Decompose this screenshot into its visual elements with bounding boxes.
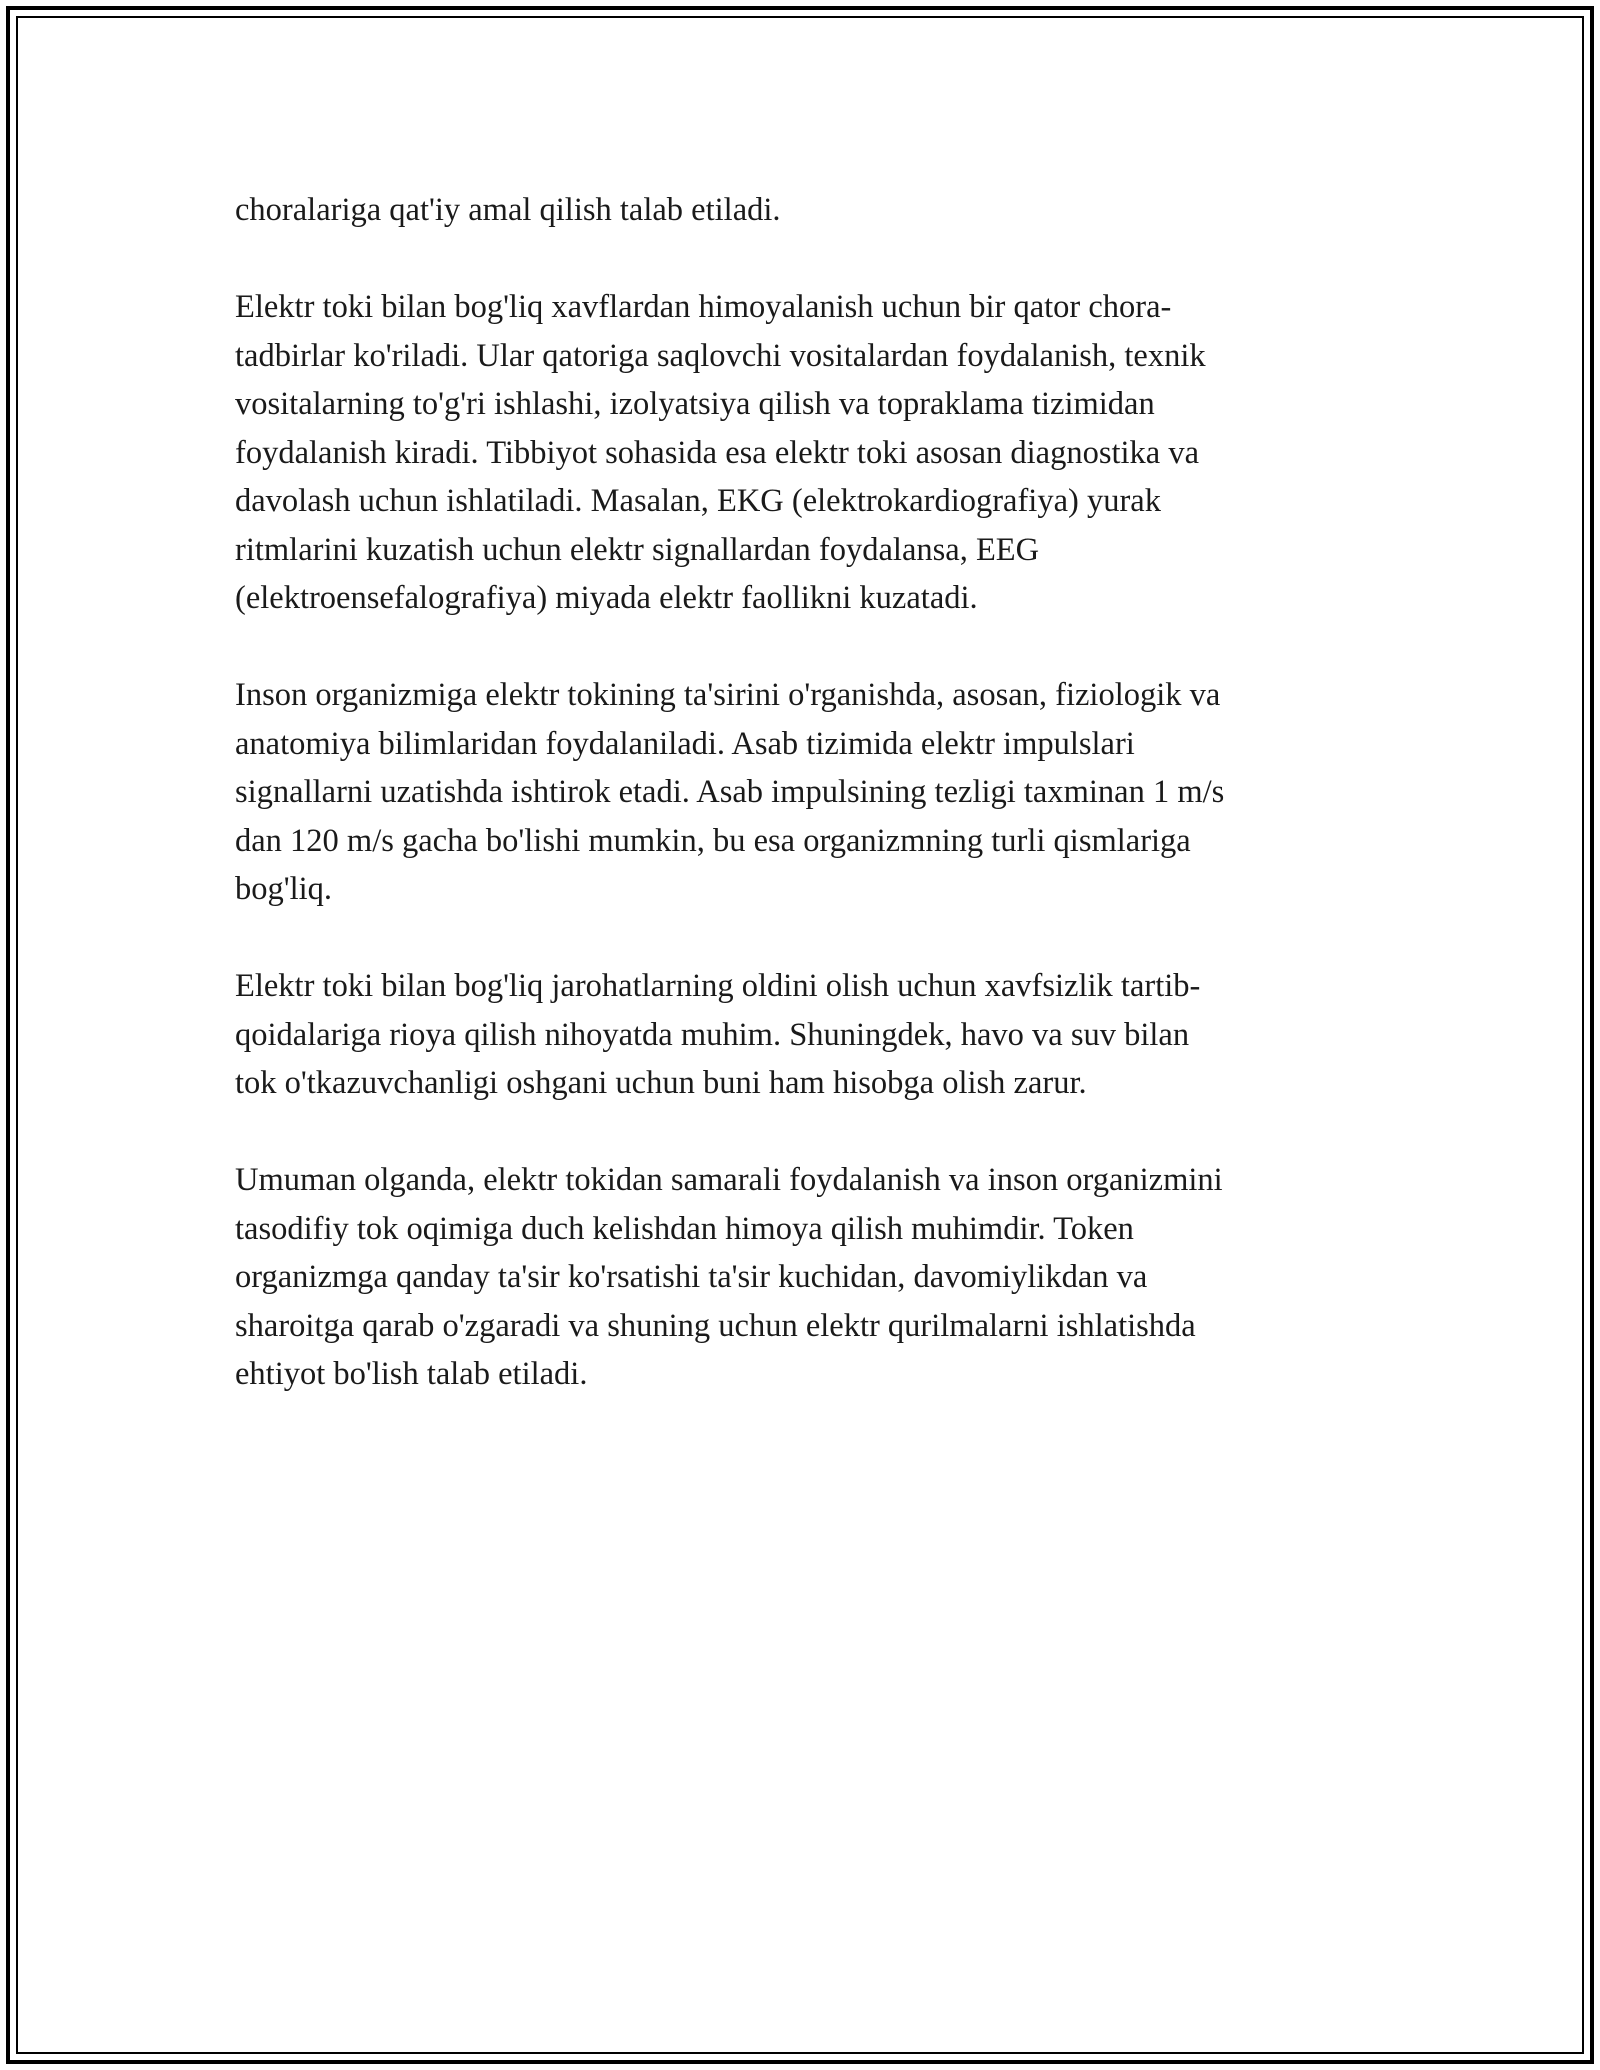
document-body xyxy=(235,186,1375,1447)
text-line: anatomiya bilimlaridan foydalaniladi. Asab tizimida elektr impulslari xyxy=(235,725,1135,762)
text-line: Elektr toki bilan bog'liq jarohatlarning oldini olish uchun xavfsizlik tartib- xyxy=(235,968,1201,1004)
text-line: organizmga qanday ta'sir ko'rsatishi ta'sir kuchidan, davomiylikdan va xyxy=(235,1259,1148,1295)
text-line: tadbirlar ko'riladi. Ular qatoriga saqlovchi vositalardan foydalanish, texnik xyxy=(235,337,1206,374)
text-line: sharoitga qarab o'zgaradi va shuning uchun elektr qurilmalarni ishlatishda xyxy=(235,1307,1196,1344)
paragraph-2 xyxy=(235,283,1375,623)
text-line: bog'liq. xyxy=(235,871,333,907)
text-line: Elektr toki bilan bog'liq xavflardan himoyalanish uchun bir qator chora- xyxy=(235,289,1172,325)
text-line: Inson organizmiga elektr tokining ta'sirini o'rganishda, asosan, fiziologik va xyxy=(235,677,1221,713)
text-line: Umuman olganda, elektr tokidan samarali foydalanish va inson organizmini xyxy=(235,1162,1223,1198)
paragraph-3 xyxy=(235,671,1375,914)
text-line: dan 120 m/s gacha bo'lishi mumkin, bu esa organizmning turli qismlariga xyxy=(235,822,1191,859)
text-line: signallarni uzatishda ishtirok etadi. Asab impulsining tezligi taxminan 1 m/s xyxy=(235,774,1225,810)
paragraph-4 xyxy=(235,962,1375,1108)
text-line: ehtiyot bo'lish talab etiladi. xyxy=(235,1356,588,1392)
paragraph-1 xyxy=(235,186,1375,235)
text-line: davolash uchun ishlatiladi. Masalan, EKG (elektrokardiografiya) yurak xyxy=(235,483,1161,519)
text-line: qoidalariga rioya qilish nihoyatda muhim. Shuningdek, havo va suv bilan xyxy=(235,1016,1190,1053)
text-line: ritmlarini kuzatish uchun elektr signallardan foydalansa, EEG xyxy=(235,531,1040,568)
text-line: vositalarning to'g'ri ishlashi, izolyatsiya qilish va topraklama tizimidan xyxy=(235,386,1155,422)
text-line: (elektroensefalografiya) miyada elektr faollikni kuzatadi. xyxy=(235,580,978,616)
text-line: foydalanish kiradi. Tibbiyot sohasida esa elektr toki asosan diagnostika va xyxy=(235,434,1200,471)
text-line: choralariga qat'iy amal qilish talab etiladi. xyxy=(235,192,781,228)
text-line: tok o'tkazuvchanligi oshgani uchun buni ham hisobga olish zarur. xyxy=(235,1065,1087,1101)
paragraph-5 xyxy=(235,1156,1375,1399)
text-line: tasodifiy tok oqimiga duch kelishdan himoya qilish muhimdir. Token xyxy=(235,1210,1134,1247)
